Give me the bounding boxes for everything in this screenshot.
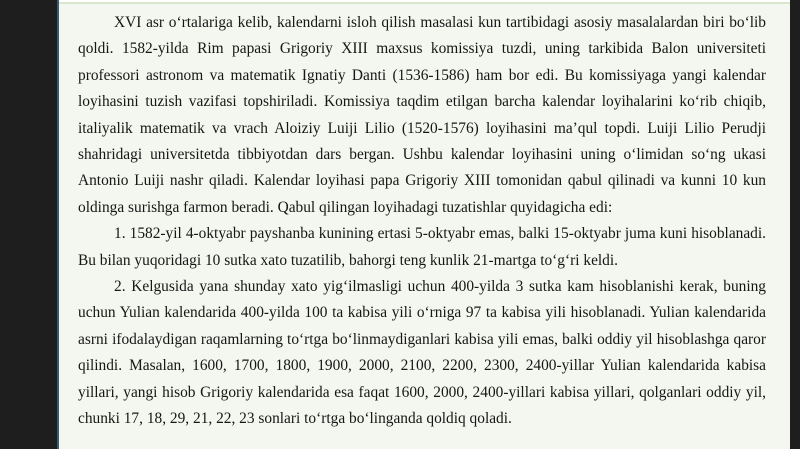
body-text bbox=[78, 10, 766, 433]
left-dark-margin bbox=[0, 0, 52, 449]
paragraph-item-1: 1. 1582-yil 4-oktyabr payshanba kunining ertasi 5-oktyabr emas, balki 15-oktyabr juma kuni hisoblanadi. Bu bilan yuqoridagi 10 sutka xato tuzatilib, bahorgi teng kunlik 21-martga to‘g‘ri keldi. bbox=[78, 225, 766, 269]
paragraph-item-2: 2. Kelgusida yana shunday xato yig‘ilmasligi uchun 400-yilda 3 sutka kam hisoblanishi kerak, buning uchun Yulian kalendarida 400-yilda 100 ta kabisa yili o‘rniga 97 ta kabisa yili hisoblanadi. Yulian kalendarida asrni ifodalaydigan raqamlarning to‘rtga bo‘linmaydiganlari kabisa yili emas, balki oddiy yil hisoblashga qaror qilindi. Masalan, 1600, 1700, 1800, 1900, 2000, 2100, 2200, 2300, 2400-yillar Yulian kalendarida kabisa yillari, yangi hisob Grigoriy kalendarida esa faqat 1600, 2000, 2400-yillari kabisa yillari, qolganlari oddiy yil, chunki 17, 18, 29, 21, 22, 23 sonlari to‘rtga bo‘linganda qoldiq qoladi. bbox=[78, 278, 766, 428]
right-dark-margin bbox=[790, 0, 800, 449]
paragraph-intro: XVI asr o‘rtalariga kelib, kalendarni isloh qilish masalasi kun tartibidagi asosiy masalalardan biri bo‘lib qoldi. 1582-yilda Rim papasi Grigoriy XIII maxsus komissiya tuzdi, uning tarkibida Balon universiteti professori astronom va matematik Ignatiy Danti (1536-1586) ham bor edi. Bu komissiyaga yangi kalendar loyihasini tuzish vazifasi topshiriladi. Komissiya taqdim etilgan barcha kalendar loyihalarini ko‘rib chiqib, italiyalik matematik va vrach Aloiziy Luiji Lilio (1520-1576) loyihasini ma’qul topdi. Luiji Lilio Perudji shahridagi universitetda tibbiyotdan dars bergan. Ushbu kalendar loyihasini uning o‘limidan so‘ng ukasi Antonio Luiji nashr qiladi. Kalendar loyihasi papa Grigoriy XIII tomonidan qabul qilinadi va kunni 10 kun oldinga surishga farmon beradi. Qabul qilingan loyihadagi tuzatishlar quyidagicha edi: bbox=[78, 14, 766, 216]
document-page bbox=[57, 0, 790, 449]
page-background bbox=[59, 2, 790, 449]
